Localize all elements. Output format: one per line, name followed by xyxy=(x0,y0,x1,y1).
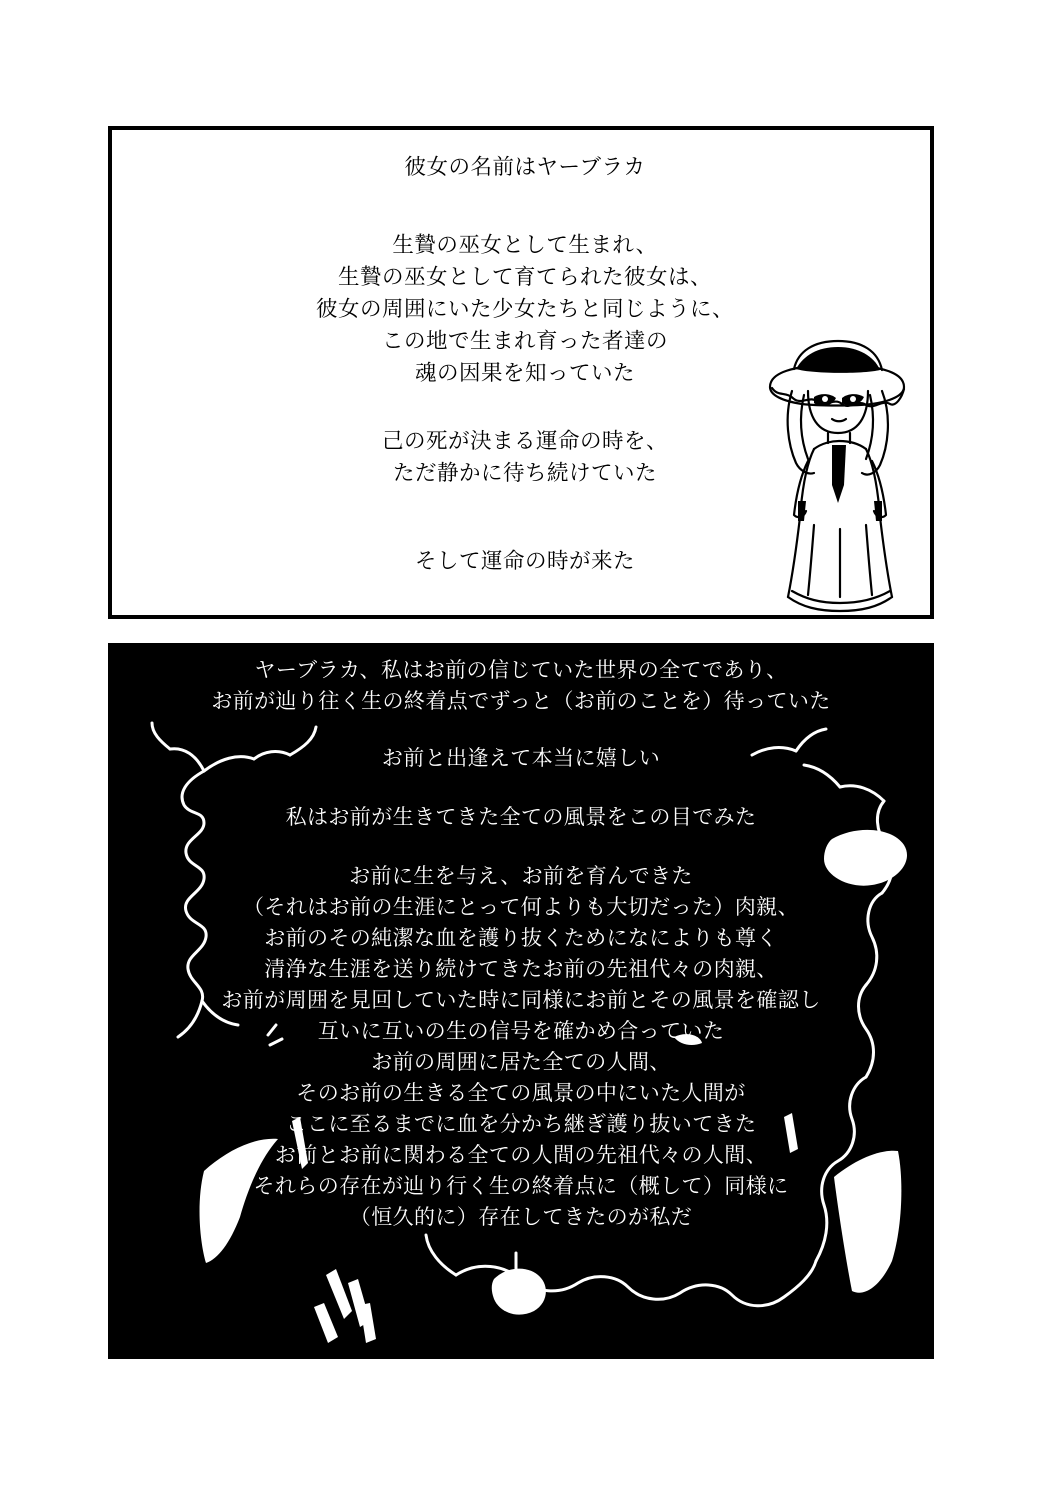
panel-two-line: お前のその純潔な血を護り抜くためになによりも尊く xyxy=(264,926,778,950)
panel-two-line: お前が辿り往く生の終着点でずっと（お前のことを）待っていた xyxy=(211,689,831,713)
panel-one-line: そして運命の時が来た xyxy=(414,549,635,574)
shrine-maiden-character-icon xyxy=(752,325,922,615)
panel-one-line: 彼女の周囲にいた少女たちと同じように、 xyxy=(315,297,734,322)
panel-one xyxy=(108,126,934,619)
panel-two-line: ヤーブラカ、私はお前の信じていた世界の全てであり、 xyxy=(254,658,788,682)
panel-one-line: 生贄の巫女として生まれ、 xyxy=(392,233,658,258)
panel-two-line: そのお前の生きる全ての風景の中にいた人間が xyxy=(296,1081,746,1105)
panel-two-line: お前の周囲に居た全ての人間、 xyxy=(371,1050,671,1074)
panel-one-title: 彼女の名前はヤーブラカ xyxy=(404,155,646,180)
panel-two-line: 互いに互いの生の信号を確かめ合っていた xyxy=(317,1019,725,1043)
panel-two-line: お前が周囲を見回していた時に同様にお前とその風景を確認し xyxy=(221,988,821,1012)
spacer xyxy=(108,774,934,802)
panel-two-line: お前と出逢えて本当に嬉しい xyxy=(381,746,661,770)
panel-two-line: （それはお前の生涯にとって何よりも大切だった）肉親、 xyxy=(243,895,799,919)
panel-one-line: この地で生まれ育った者達の xyxy=(381,329,668,354)
panel-one-line: 魂の因果を知っていた xyxy=(414,361,635,386)
panel-two-line: 私はお前が生きてきた全ての風景をこの目でみた xyxy=(285,805,757,829)
spacer xyxy=(112,184,934,230)
panel-two-line: お前とお前に関わる全ての人間の先祖代々の人間、 xyxy=(274,1143,768,1167)
panel-two-line: ここに至るまでに血を分かち継ぎ護り抜いてきた xyxy=(285,1112,757,1136)
spacer xyxy=(108,717,934,743)
spacer xyxy=(108,833,934,861)
panel-one-line: 己の死が決まる運命の時を、 xyxy=(381,429,668,454)
panel-two xyxy=(108,643,934,1359)
panel-two-text-block xyxy=(108,643,934,1233)
panel-two-line: それらの存在が辿り行く生の終着点に（概して）同様に xyxy=(253,1174,789,1198)
panel-two-line: 清浄な生涯を送り続けてきたお前の先祖代々の肉親、 xyxy=(264,957,778,981)
panel-two-line: （恒久的に）存在してきたのが私だ xyxy=(349,1205,693,1229)
panel-two-line: お前に生を与え、お前を育んできた xyxy=(349,864,693,888)
panel-one-line: ただ静かに待ち続けていた xyxy=(392,461,657,486)
panel-one-line: 生贄の巫女として育てられた彼女は、 xyxy=(337,265,712,290)
